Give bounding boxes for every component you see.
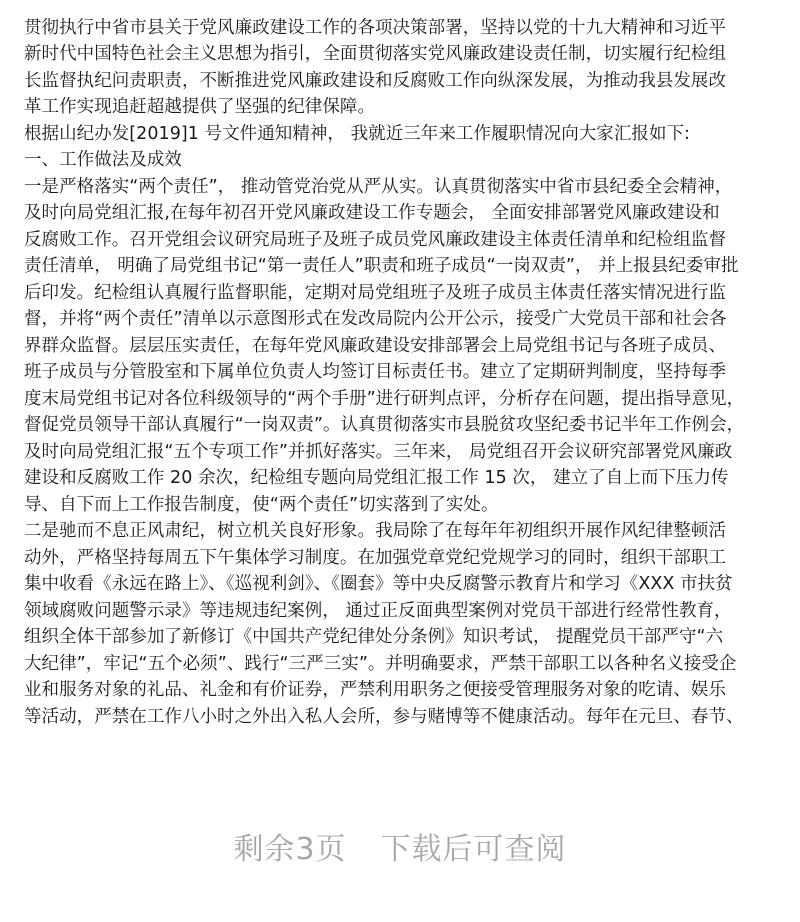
text-line: 及时向局党组汇报,在每年初召开党风廉政建设工作专题会， 全面安排部署党风廉政建设和 — [24, 203, 720, 223]
remaining-pages-label: 剩余3页 — [233, 832, 347, 867]
text-line: 督，并将“两个责任”清单以示意图形式在发改局院内公开公示，接受广大党员干部和社会各 — [24, 309, 727, 329]
text-line: 后印发。纪检组认真履行监督职能，定期对局党组班子及班子成员主体责任落实情况进行监 — [24, 282, 726, 303]
section-heading: 一、工作做法及成效 — [24, 150, 182, 170]
text-line: 大纪律”，牢记“五个必须”、践行“三严三实”。并明确要求，严禁干部职工以各种名义接受企 — [24, 653, 737, 674]
text-line: 界群众监督。层层压实责任，在每年党风廉政建设安排部署会上局党组书记与各班子成员、 — [24, 335, 726, 356]
text-line: 新时代中国特色社会主义思想为指引，全面贯彻落实党风廉政建设责任制，切实履行纪检组 — [24, 44, 726, 64]
text-line: 动外，严格坚持每周五下午集体学习制度。在加强党章党纪党规学习的同时，组织干部职工 — [24, 547, 726, 568]
download-hint-label: 下载后可查阅 — [380, 832, 567, 867]
text-line: 等活动，严禁在工作八小时之外出入私人会所，参与赌博等不健康活动。每年在元旦、春节、 — [24, 706, 744, 727]
text-line: 长监督执纪问责职责，不断推进党风廉政建设和反腐败工作向纵深发展，为推动我县发展改 — [24, 70, 726, 91]
text-line: 业和服务对象的礼品、礼金和有价证券，严禁利用职务之便接受管理服务对象的吃请、娱乐 — [24, 680, 726, 700]
text-line: 及时向局党组汇报“五个专项工作”并抓好落实。三年来， 局党组召开会议研究部署党风廉政 — [24, 441, 733, 462]
text-line: 贯彻执行中省市县关于党风廉政建设工作的各项决策部署，坚持以党的十九大精神和习近平 — [24, 17, 726, 38]
remaining-pages-notice[interactable] — [0, 824, 800, 868]
text-line: 建设和反腐败工作 20 余次，纪检组专题向局党组汇报工作 15 次， 建立了自上而下压力传 — [24, 468, 729, 488]
text-line: 根据山纪办发[2019]1 号文件通知精神， 我就近三年来工作履职情况向大家汇报如下: — [24, 123, 690, 144]
text-line: 一是严格落实“两个责任”， 推动管党治党从严从实。认真贯彻落实中省市县纪委全会精神， — [24, 176, 733, 197]
text-line: 督促党员领导干部认真履行“一岗双责”。认真贯彻落实市县脱贫攻坚纪委书记半年工作例会， — [24, 415, 745, 435]
text-line: 二是驰而不息正风肃纪，树立机关良好形象。我局除了在每年年初组织开展作风纪律整顿活 — [24, 521, 726, 541]
document-body — [24, 0, 784, 730]
text-line: 领域腐败问题警示录》等违规违纪案例， 通过正反面典型案例对党员干部进行经常性教育， — [24, 600, 732, 621]
text-line: 革工作实现追赶超越提供了坚强的纪律保障。 — [24, 97, 375, 117]
text-line: 反腐败工作。召开党组会议研究局班子及班子成员党风廉政建设主体责任清单和纪检组监督 — [24, 229, 726, 250]
text-line: 组织全体干部参加了新修订《中国共产党纪律处分条例》知识考试， 提醒党员干部严守“六 — [24, 627, 724, 647]
text-line: 度末局党组书记对各位科级领导的“两个手册”进行研判点评，分析存在问题，提出指导意见， — [24, 388, 745, 409]
text-line: 班子成员与分管股室和下属单位负责人均签订目标责任书。建立了定期研判制度，坚持每季 — [24, 362, 726, 382]
text-line: 集中收看《永远在路上》、《巡视利剑》、《圈套》等中央反腐警示教育片和学习《XXX 市扶贫 — [24, 574, 733, 594]
text-line: 导、自下而上工作报告制度，使“两个责任”切实落到了实处。 — [24, 494, 499, 515]
text-line: 责任清单， 明确了局党组书记“第一责任人”职责和班子成员“一岗双责”， 并上报县纪委审批 — [24, 256, 739, 276]
